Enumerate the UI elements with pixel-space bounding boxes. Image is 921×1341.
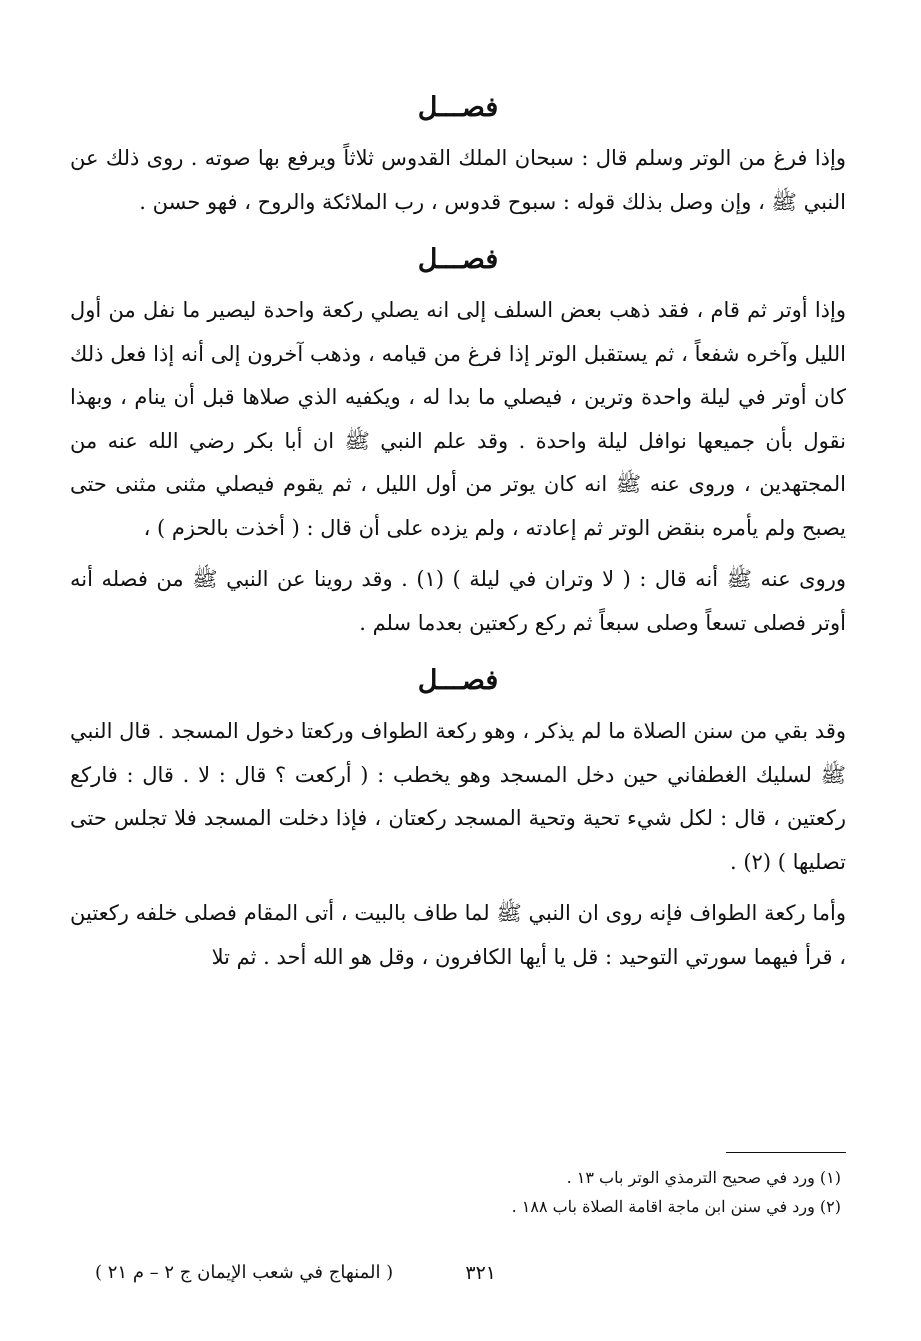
section-3	[70, 665, 846, 979]
footnote-divider	[726, 1152, 846, 1153]
paragraph: وإذا أوتر ثم قام ، فقد ذهب بعض السلف إلى انه يصلي ركعة واحدة ليصير ما نفل من أول الليل وآخره شفعاً ، ثم يستقبل الوتر إذا فرغ من قيامه ، وذهب آخرون إلى أنه إذا فعل ذلك كان أوتر في ليلة واحدة وترين ، فيصلي ما بدا له ، ويكفيه الذي صلاها قبل أن ينام ، وبهذا نقول بأن جميعها نوافل ليلة واحدة . وقد علم النبي ﷺ ان أبا بكر رضي الله عنه من المجتهدين ، وروى عنه ﷺ انه كان يوتر من أول الليل ، ثم يقوم فيصلي مثنى مثنى حتى يصبح ولم يأمره بنقض الوتر ثم إعادته ، ولم يزده على أن قال : ( أخذت بالحزم ) ،	[70, 298, 847, 540]
paragraph: وقد بقي من سنن الصلاة ما لم يذكر ، وهو ركعة الطواف وركعتا دخول المسجد . قال النبي ﷺ لسليك الغطفاني حين دخل المسجد وهو يخطب : ( أركعت ؟ قال : لا . قال : فاركع ركعتين ، قال : لكل شيء تحية وتحية المسجد ركعتان ، فإذا دخلت المسجد فلا تجلس حتى تصليها ) (٢) .	[70, 719, 846, 874]
paragraph: وروى عنه ﷺ أنه قال : ( لا وتران في ليلة ) (١) . وقد روينا عن النبي ﷺ من فصله أنه أوتر فصلى تسعاً وصلى سبعاً ثم ركع ركعتين بعدما سلم .	[70, 567, 846, 635]
footnote-2: (٢) ورد في سنن ابن ماجة اقامة الصلاة باب ١٨٨ .	[511, 1197, 841, 1216]
section-1	[70, 92, 846, 224]
section-2	[70, 244, 846, 645]
book-reference: ( المنهاج في شعب الإيمان ج ٢ – م ٢١ )	[95, 1262, 394, 1283]
section-heading: فصـــل	[417, 92, 499, 123]
page-body	[70, 92, 846, 999]
footnotes	[80, 1163, 841, 1221]
section-heading: فصـــل	[417, 665, 499, 696]
paragraph: وإذا فرغ من الوتر وسلم قال : سبحان الملك القدوس ثلاثاً ويرفع بها صوته . روى ذلك عن النبي ﷺ ، وإن وصل بذلك قوله : سبوح قدوس ، رب الملائكة والروح ، فهو حسن .	[70, 146, 846, 214]
section-heading: فصـــل	[417, 244, 499, 275]
paragraph: وأما ركعة الطواف فإنه روى ان النبي ﷺ لما طاف بالبيت ، أتى المقام فصلى خلفه ركعتين ، قرأ فيهما سورتي التوحيد : قل يا أيها الكافرون ، وقل هو الله أحد . ثم تلا	[70, 901, 846, 969]
footnote-1: (١) ورد في صحيح الترمذي الوتر باب ١٣ .	[566, 1168, 841, 1187]
page-number: ٣٢١	[465, 1262, 496, 1284]
